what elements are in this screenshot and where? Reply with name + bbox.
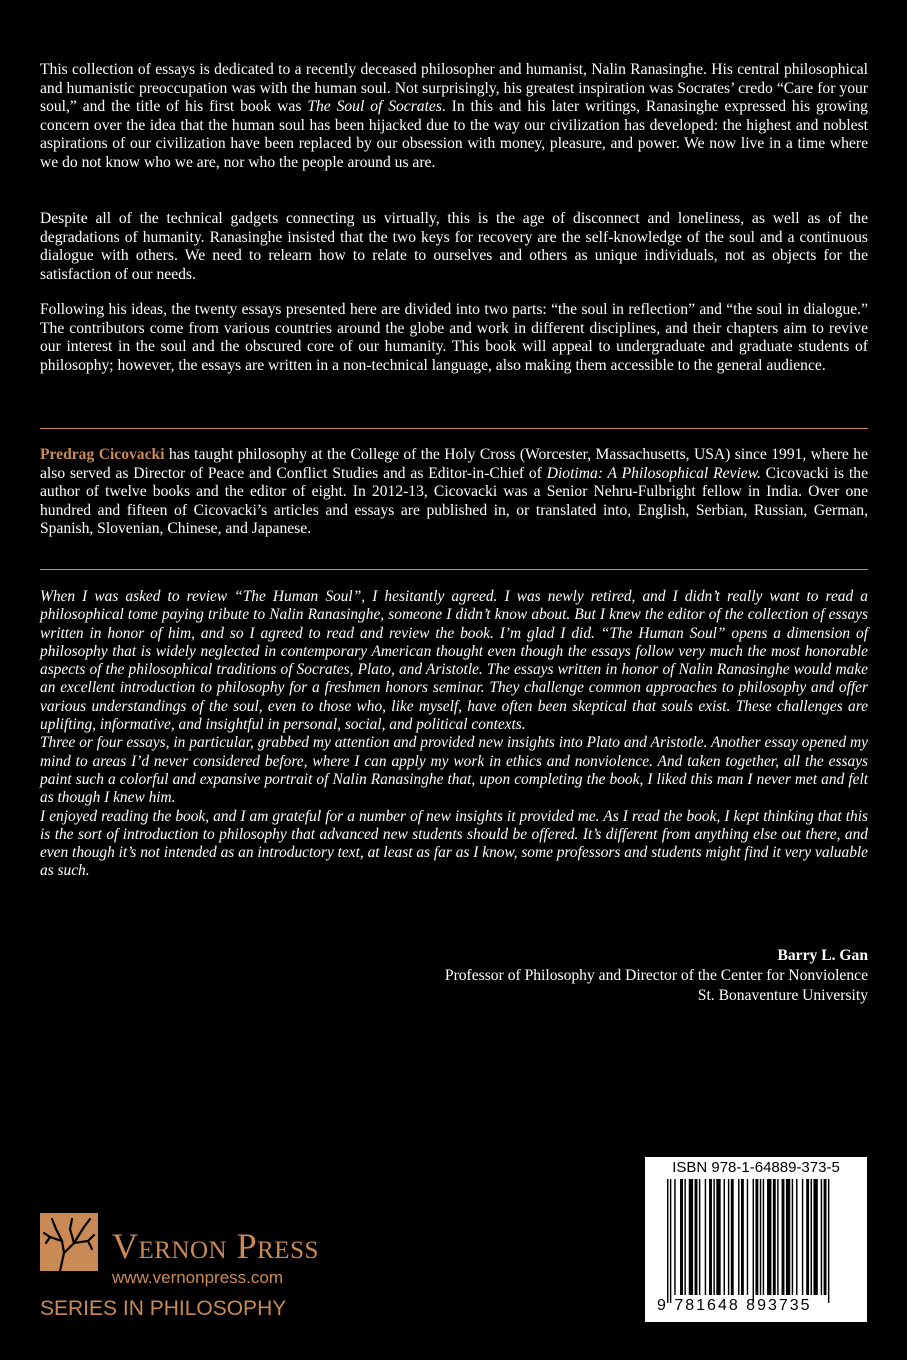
publisher-name: Vernon Press — [112, 1226, 319, 1266]
barcode-bar — [782, 1179, 785, 1295]
description-paragraph-1 — [40, 61, 868, 173]
author-bio — [40, 446, 868, 539]
barcode-bar — [773, 1179, 776, 1295]
reviewer-signature — [445, 946, 868, 1006]
barcode-bar — [753, 1179, 754, 1303]
barcode-bar — [713, 1179, 714, 1295]
barcode-bar — [738, 1179, 739, 1295]
review-paragraph: I enjoyed reading the book, and I am grateful for a number of new insights it provided me. As I read the book, I kept thinking that this is the sort of introduction to philosophy that advanced new students should be offered. It’s different from anything else out there, and even though it’s not intended as an introductory text, at least as far as I know, some professors and students might find it very valuable as such. — [40, 807, 868, 880]
divider — [40, 569, 868, 570]
bio-text: has taught philosophy at the College of the Holy Cross (Worcester, Massachusetts, USA) since 1991, where he also served as Director of Peace and Conflict Studies and as Editor-in-Chief of — [40, 446, 868, 482]
barcode-bar — [806, 1179, 809, 1295]
barcode-bar — [684, 1179, 685, 1295]
description-text: . In this and his later writings, Ranasinghe expressed his growing concern over the idea that the human soul has been hijacked due to the way our civilization has developed: the highest and noblest aspirations of our civilization have been replaced by our obsession with money, pleasure, and power. We now live in a time where we do not know who we are, nor who the people around us are. — [40, 98, 868, 171]
barcode-bar — [821, 1179, 822, 1295]
barcode-bar — [724, 1179, 725, 1295]
barcode-bar — [741, 1179, 744, 1295]
reviewer-affiliation: St. Bonaventure University — [697, 987, 868, 1004]
barcode-bar — [767, 1179, 771, 1295]
barcode-bar — [689, 1179, 693, 1295]
barcode-bar — [695, 1179, 698, 1295]
review-paragraph: When I was asked to review “The Human Soul”, I hesitantly agreed. I was newly retired, and I didn’t really want to read a philosophical tome paying tribute to Nalin Ranasinghe, someone I didn’t know about. But I knew the editor of the collection of essays written in honor of him, and so I agreed to read and review the book. I’m glad I did. “The Human Soul” opens a dimension of philosophy that is widely neglected in contemporary American thought even though the essays follow very much the most honorable aspects of the philosophical traditions of Socrates, Plato, and Aristotle. The essays written in honor of Nalin Ranasinghe would make an excellent introduction to philosophy for a freshmen honors seminar. They challenge common approaches to philosophy and offer various understandings of the soul, even to those who, like myself, have often been skeptical that souls exist. These challenges are uplifting, informative, and insightful in personal, social, and political contexts. — [40, 588, 868, 734]
barcode-bar — [747, 1179, 748, 1295]
barcode-bar — [705, 1179, 706, 1295]
barcode-bar — [699, 1179, 700, 1295]
book-title: The Soul of Socrates — [307, 98, 442, 116]
barcode-bar — [813, 1179, 817, 1295]
barcode-bar — [796, 1179, 797, 1295]
barcode-bar — [716, 1179, 720, 1295]
reviewer-name: Barry L. Gan — [777, 947, 868, 964]
description-paragraph-2: Despite all of the technical gadgets connecting us virtually, this is the age of disconnect and loneliness, as well as of the degradations of humanity. Ranasinghe insisted that the two keys for recovery are the self-knowledge of the soul and a continuous dialogue with others. We need to relearn how to relate to ourselves and others as unique individuals, not as objects for the satisfaction of our needs. — [40, 210, 868, 283]
reviewer-title: Professor of Philosophy and Director of the Center for Nonviolence — [444, 967, 868, 984]
journal-title: Diotima: A Philosophical Review. — [546, 464, 761, 482]
author-name: Predrag Cicovacki — [40, 446, 165, 463]
barcode-bar — [728, 1179, 729, 1295]
barcode-bar — [828, 1179, 829, 1303]
isbn-barcode — [645, 1157, 867, 1322]
barcode-bar — [731, 1179, 734, 1295]
series-name: SERIES IN PHILOSOPHY — [40, 1297, 287, 1320]
barcode-bar — [824, 1179, 827, 1295]
barcode-bar — [802, 1179, 803, 1295]
divider — [40, 428, 868, 429]
barcode-bar — [755, 1179, 758, 1295]
barcode-bar — [670, 1179, 671, 1303]
barcode-bar — [786, 1179, 790, 1295]
barcode-bar — [763, 1179, 764, 1295]
description-text: This collection of essays is dedicated to a recently deceased philosopher and humanist, Nalin Ranasinghe. His central philosophical and humanistic preoccupation was with the human soul. Not surprisingly, his greatest inspiration was Socrates’ credo “Care for your soul,” and the title of his first book was — [40, 61, 868, 116]
review-paragraph: Three or four essays, in particular, grabbed my attention and provided new insights into Plato and Aristotle. Another essay opened my mind to areas I’d never considered before, where I can apply my work in ethics and nonviolence. And taken together, all the essays paint such a colorful and expansive portrait of Nalin Ranasinghe that, upon completing the book, I liked this man I never met and felt as though I knew him. — [40, 734, 868, 807]
description-paragraph-3: Following his ideas, the twenty essays presented here are divided into two parts: “the soul in reflection” and “the soul in dialogue.” The contributors come from various countries around the globe and work in different disciplines, and their chapters aim to revive our interest in the soul and the obscured core of our humanity. This book will appeal to undergraduate and graduate students of philosophy; however, the essays are written in a non-technical language, also making them accessible to the general audience. — [40, 301, 868, 374]
isbn-label: ISBN 978-1-64889-373-5 — [672, 1159, 840, 1176]
barcode-bar — [709, 1179, 712, 1295]
barcode-bar — [674, 1179, 675, 1295]
barcode-bar — [792, 1179, 793, 1295]
bio-text: Cicovacki is the author of twelve books and the editor of eight. In 2012-13, Cicovacki was a Senior Nehru-Fulbright fellow in India. Over one hundred and fifteen of Cicovacki’s articles and essays are published in, or translated into, English, Serbian, Russian, German, Spanish, Slovenian, Chinese, and Japanese. — [40, 464, 868, 538]
barcode-digits: 9 781648 893735 — [657, 1297, 812, 1314]
barcode-bar — [680, 1179, 683, 1295]
publisher-url[interactable]: www.vernonpress.com — [112, 1268, 284, 1287]
barcode-bar — [777, 1179, 778, 1295]
tree-icon — [40, 1213, 98, 1271]
review-block — [40, 588, 868, 881]
barcode-bar — [760, 1179, 761, 1295]
barcode-bar — [667, 1179, 668, 1303]
barcode-bar — [811, 1179, 812, 1295]
